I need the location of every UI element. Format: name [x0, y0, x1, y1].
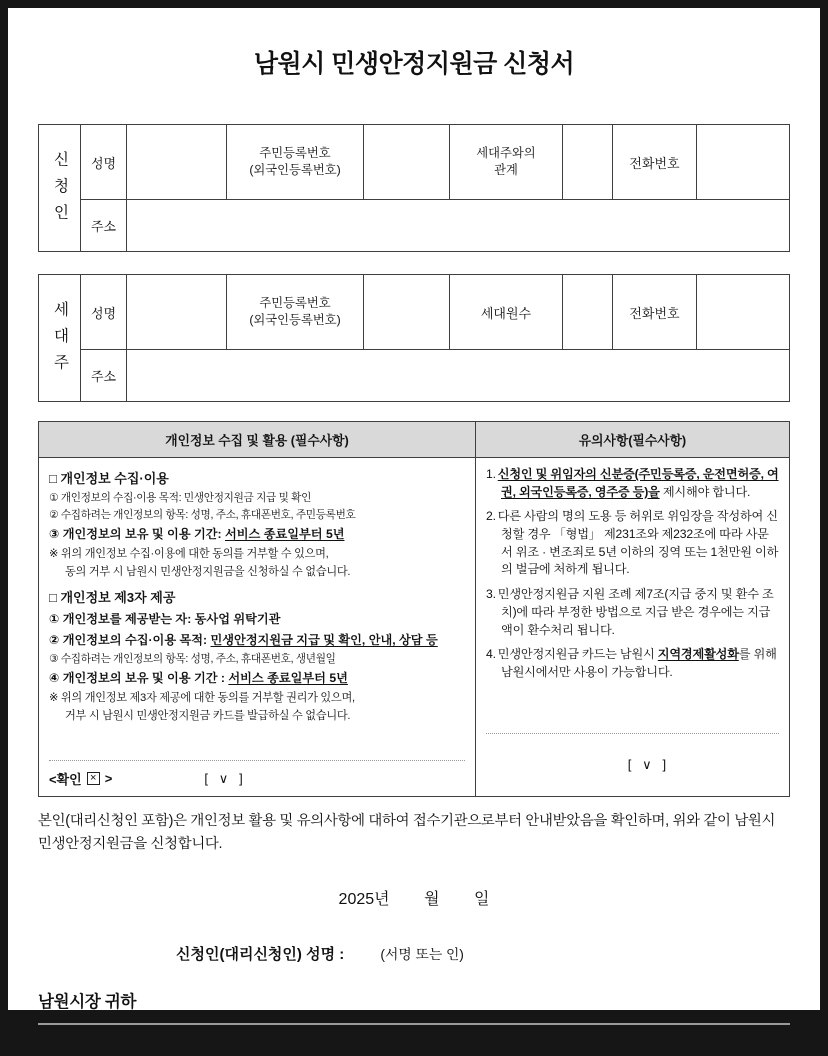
household-members-label: 세대원수	[450, 275, 563, 350]
household-id-label	[227, 275, 364, 350]
collect-retention-period: 서비스 종료일부터 5년	[224, 527, 345, 541]
privacy-consent-cell	[39, 458, 476, 796]
notice-item-3: 3. 민생안정지원금 지원 조례 제7조(지급 중지 및 환수 조치)에 따라 부정한 방법으로 지급 받은 경우에는 지급액이 환수처리 됩니다.	[486, 587, 774, 637]
applicant-relation-label-line2: 관계	[494, 163, 518, 177]
third-party-item-3: ③ 수집하려는 개인정보의 항목: 성명, 주소, 휴대폰번호, 생년월일	[49, 653, 336, 665]
notice-item-1-emphasis: 신청인 및 위임자의 신분증(주민등록증, 운전면허증, 여권, 외국인등록증, 영주증 등)을	[497, 467, 779, 499]
third-party-item-4: ④ 개인정보의 보유 및 이용 기간 : 서비스 종료일부터 5년	[49, 671, 348, 685]
applicant-id-label-line1: 주민등록번호	[259, 146, 331, 161]
third-party-note-1: ※ 위의 개인정보 제3자 제공에 대한 동의를 거부할 권리가 있으며,	[49, 692, 355, 704]
signature-label: 신청인(대리신청인) 성명 :	[176, 946, 345, 964]
footer-divider	[38, 1023, 790, 1025]
applicant-relation-label-line1: 세대주와의	[476, 146, 536, 161]
recipient-title: 남원시장 귀하	[38, 993, 137, 1012]
signature-seal-note: (서명 또는 인)	[380, 947, 464, 963]
collect-note-1: ※ 위의 개인정보 수집·이용에 대한 동의를 거부할 수 있으며,	[49, 548, 329, 560]
applicant-relation-label	[450, 125, 563, 200]
household-name-label: 성명	[81, 275, 127, 350]
applicant-address-label: 주소	[81, 200, 127, 252]
privacy-notice-section	[38, 421, 790, 797]
household-id-label-line2: (외국인등록번호)	[249, 313, 341, 327]
collect-use-title: □ 개인정보 수집·이용	[49, 471, 169, 486]
household-id-label-line1: 주민등록번호	[259, 296, 331, 311]
third-party-title: □ 개인정보 제3자 제공	[49, 590, 176, 605]
consent-dropdown-mark-right[interactable]: [ ∨ ]	[627, 757, 667, 772]
notice-item-4: 4. 민생안정지원금 카드는 남원시 지역경제활성화를 위해 남원시에서만 사용이 가능합니다.	[486, 647, 777, 679]
third-party-note-2: 거부 시 남원시 민생안정지원금 카드를 발급하실 수 없습니다.	[65, 710, 351, 722]
household-members-input[interactable]	[563, 275, 613, 350]
household-phone-input[interactable]	[697, 275, 790, 350]
notice-item-2: 2. 다른 사람의 명의 도용 등 허위로 위임장을 작성하여 신청할 경우 「형법」 제231조와 제232조에 따라 사문서 위조 · 변조죄로 5년 이하의 징역 또는 1천만원 이하의 벌금에 처하게 됩니다.	[486, 509, 779, 577]
applicant-table	[38, 124, 790, 252]
date-day[interactable]: 일	[473, 891, 490, 909]
household-phone-label: 전화번호	[613, 275, 697, 350]
declaration-text: 본인(대리신청인 포함)은 개인정보 활용 및 유의사항에 대하여 접수기관으로부터 안내받았음을 확인하며, 위와 같이 남원시 민생안정지원금을 신청합니다.	[38, 813, 776, 853]
confirm-label-prefix: <확인	[49, 772, 82, 787]
form-title: 남원시 민생안정지원금 신청서	[253, 50, 575, 78]
applicant-address-input[interactable]	[127, 200, 790, 252]
applicant-name-label: 성명	[81, 125, 127, 200]
applicant-name-input[interactable]	[127, 125, 227, 200]
household-head-table	[38, 274, 790, 402]
applicant-section-label: 신청인	[51, 150, 69, 231]
privacy-header-left: 개인정보 수집 및 활용 (필수사항)	[39, 422, 476, 458]
privacy-header-right: 유의사항(필수사항)	[476, 422, 789, 458]
household-address-label: 주소	[81, 350, 127, 402]
applicant-relation-input[interactable]	[563, 125, 613, 200]
applicant-id-input[interactable]	[364, 125, 450, 200]
date-row	[38, 886, 790, 909]
household-section-label: 세대주	[51, 300, 69, 381]
collect-item-2: ② 수집하려는 개인정보의 항목: 성명, 주소, 휴대폰번호, 주민등록번호	[49, 509, 356, 521]
notice-item-4-emphasis: 지역경제활성화	[657, 647, 739, 662]
applicant-id-label	[227, 125, 364, 200]
applicant-id-label-line2: (외국인등록번호)	[249, 163, 341, 177]
household-id-input[interactable]	[364, 275, 450, 350]
third-party-purpose: 민생안정지원금 지급 및 확인, 안내, 상담 등	[210, 633, 438, 647]
collect-item-1: ① 개인정보의 수집·이용 목적: 민생안정지원금 지급 및 확인	[49, 492, 312, 504]
notice-cell	[476, 458, 789, 796]
applicant-phone-input[interactable]	[697, 125, 790, 200]
consent-confirm-row	[49, 760, 465, 788]
collect-note-2: 동의 거부 시 남원시 민생안정지원금을 신청하실 수 없습니다.	[65, 566, 351, 578]
household-section-cell	[39, 275, 81, 402]
date-month[interactable]: 월	[424, 891, 440, 909]
notice-item-1: 1. 신청인 및 위임자의 신분증(주민등록증, 운전면허증, 여권, 외국인등록증, 영주증 등)을 제시해야 합니다.	[486, 467, 779, 499]
consent-dropdown-mark-left[interactable]: [ ∨ ]	[204, 770, 243, 786]
collect-item-3: ③ 개인정보의 보유 및 이용 기간: 서비스 종료일부터 5년	[49, 527, 345, 541]
date-year[interactable]: 2025년	[338, 891, 390, 909]
notice-confirm-row	[486, 733, 779, 788]
signature-row	[176, 943, 790, 964]
applicant-phone-label: 전화번호	[613, 125, 697, 200]
household-name-input[interactable]	[127, 275, 227, 350]
household-address-input[interactable]	[127, 350, 790, 402]
checked-checkbox-icon[interactable]: ×	[87, 772, 100, 785]
third-party-item-2: ② 개인정보의 수집·이용 목적: 민생안정지원금 지급 및 확인, 안내, 상담 등	[49, 633, 438, 647]
confirm-label-suffix: >	[104, 771, 113, 786]
application-form-page	[8, 8, 820, 1010]
applicant-section-cell	[39, 125, 81, 252]
third-party-item-1: ① 개인정보를 제공받는 자: 동사업 위탁기관	[49, 612, 281, 626]
third-party-retention-period: 서비스 종료일부터 5년	[228, 671, 348, 685]
